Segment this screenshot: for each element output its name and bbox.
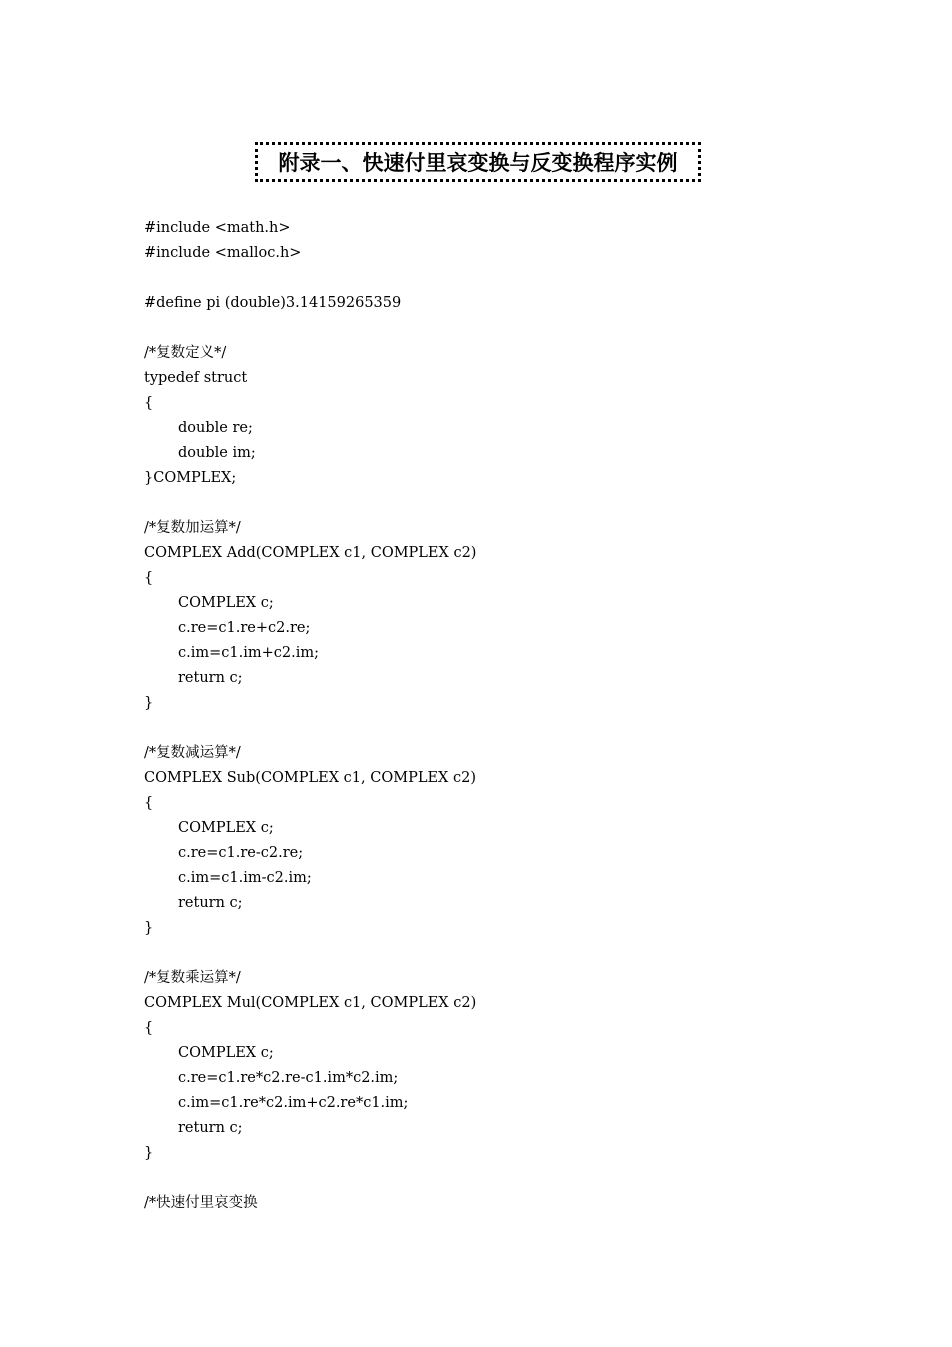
code-line: c.im=c1.re*c2.im+c2.re*c1.im; xyxy=(178,1095,409,1111)
code-line: /*复数乘运算*/ xyxy=(144,970,241,986)
code-line: COMPLEX Mul(COMPLEX c1, COMPLEX c2) xyxy=(144,995,477,1011)
page-title: 附录一、快速付里哀变换与反变换程序实例 xyxy=(278,150,678,175)
code-line: /*复数加运算*/ xyxy=(144,520,241,536)
code-line: COMPLEX Sub(COMPLEX c1, COMPLEX c2) xyxy=(144,770,476,786)
code-line: #include <malloc.h> xyxy=(144,245,302,261)
code-line: return c; xyxy=(178,670,243,686)
code-line: } xyxy=(144,1145,154,1161)
code-line: /*快速付里哀变换 xyxy=(144,1195,258,1211)
blank-line xyxy=(144,266,844,291)
code-line: COMPLEX c; xyxy=(178,1045,274,1061)
code-line: COMPLEX c; xyxy=(178,595,274,611)
code-line: } xyxy=(144,920,154,936)
code-line: } xyxy=(144,695,154,711)
code-line: /*复数定义*/ xyxy=(144,345,227,361)
blank-line xyxy=(144,941,844,966)
code-line: c.re=c1.re+c2.re; xyxy=(178,620,311,636)
blank-line xyxy=(144,1166,844,1191)
code-line: COMPLEX c; xyxy=(178,820,274,836)
code-line: #define pi (double)3.14159265359 xyxy=(144,295,402,311)
code-line: { xyxy=(144,570,154,586)
code-line: c.im=c1.im-c2.im; xyxy=(178,870,312,886)
code-line: double im; xyxy=(178,445,256,461)
code-block xyxy=(144,216,844,1216)
code-line: { xyxy=(144,395,154,411)
code-line: typedef struct xyxy=(144,370,248,386)
blank-line xyxy=(144,716,844,741)
blank-line xyxy=(144,316,844,341)
code-line: return c; xyxy=(178,1120,243,1136)
code-line: /*复数减运算*/ xyxy=(144,745,241,761)
code-line: { xyxy=(144,795,154,811)
code-line: c.im=c1.im+c2.im; xyxy=(178,645,319,661)
code-line: c.re=c1.re*c2.re-c1.im*c2.im; xyxy=(178,1070,399,1086)
code-line: c.re=c1.re-c2.re; xyxy=(178,845,304,861)
title-box xyxy=(255,142,701,182)
code-line: { xyxy=(144,1020,154,1036)
blank-line xyxy=(144,491,844,516)
code-line: return c; xyxy=(178,895,243,911)
code-line: }COMPLEX; xyxy=(144,470,237,486)
code-line: double re; xyxy=(178,420,253,436)
code-line: COMPLEX Add(COMPLEX c1, COMPLEX c2) xyxy=(144,545,477,561)
code-line: #include <math.h> xyxy=(144,220,291,236)
